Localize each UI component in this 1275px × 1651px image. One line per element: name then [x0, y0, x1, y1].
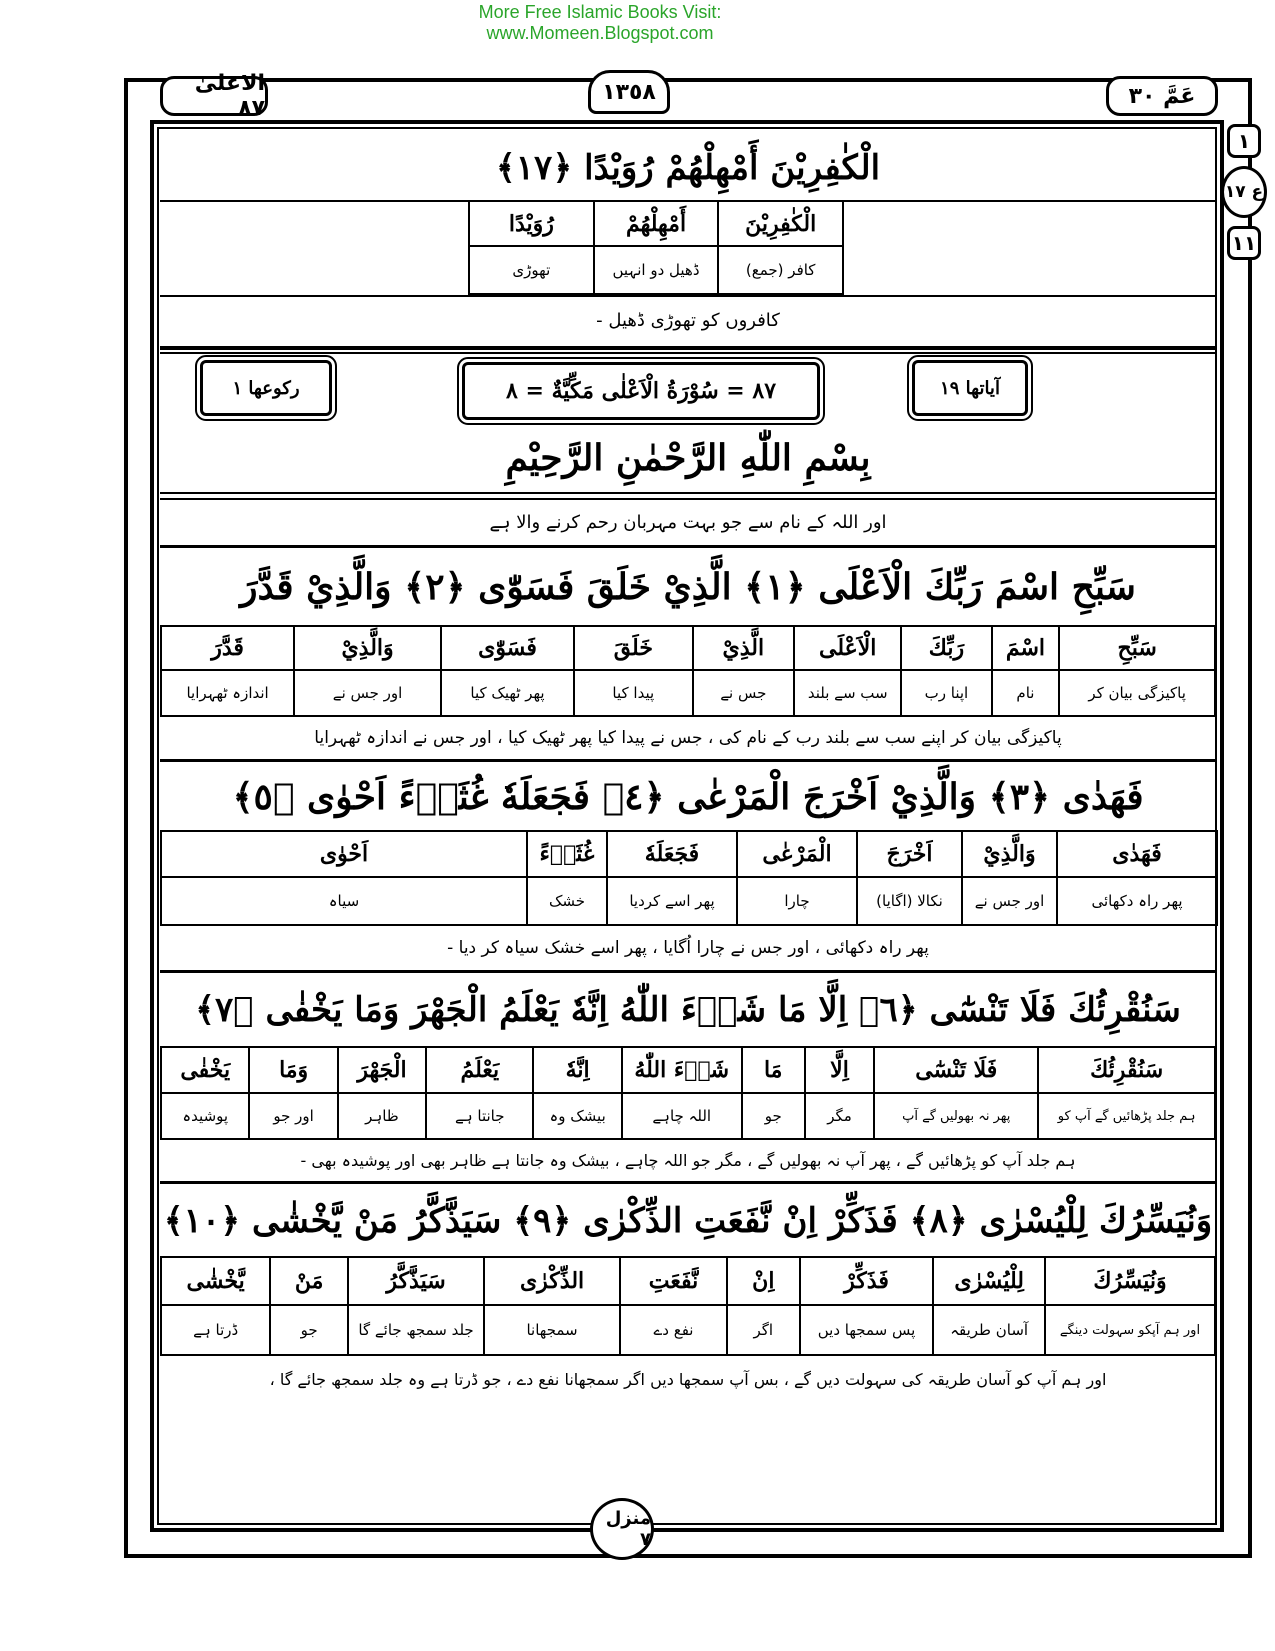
divider — [160, 545, 1216, 548]
translation-line-0: کافروں کو تھوڑی ڈھیل - — [596, 310, 780, 331]
word-cell: وَالَّذِيْ — [294, 626, 441, 670]
word-cell: الَّذِيْ — [693, 626, 795, 670]
word-table-2 — [160, 830, 1218, 926]
word-cell: فَجَعَلَهٗ — [607, 831, 737, 877]
word-cell: خَلَقَ — [574, 626, 692, 670]
word-cell: نَّفَعَتِ — [620, 1257, 727, 1305]
divider — [160, 1181, 1216, 1184]
word-cell: اِلَّا — [805, 1047, 874, 1093]
translation-line-2: پھر راہ دکھائی ، اور جس نے چارا اُگایا ، پھر اسے خشک سیاہ کر دیا - — [447, 938, 929, 958]
word-cell: الْجَهْرَ — [338, 1047, 426, 1093]
word-cell: غُثَاۗءً — [527, 831, 607, 877]
word-cell: فَسَوّٰى — [441, 626, 574, 670]
promo-banner — [0, 2, 1200, 44]
word-cell: قَدَّرَ — [161, 626, 294, 670]
word-cell: الْمَرْعٰى — [737, 831, 857, 877]
word-cell: مَنْ — [270, 1257, 348, 1305]
side-marker-bottom: ١١ — [1227, 226, 1261, 260]
bismillah-translation: اور اللہ کے نام سے جو بہت مہربان رحم کرنے والا ہے — [489, 512, 887, 533]
surah-title: ٨٧ = سُوْرَةُ الْاَعْلٰی مَكِّيَّةٌ = ٨ — [462, 362, 820, 420]
translation-line-1: پاکیزگی بیان کر اپنے سب سے بلند رب کے نام کی ، جس نے پیدا کیا پھر ٹھیک کیا ، اور جس نے اندازہ ٹھہرایا — [314, 728, 1062, 748]
word-table-4 — [160, 1256, 1216, 1356]
meaning-cell: پوشیدہ — [161, 1093, 249, 1139]
divider — [160, 498, 1216, 500]
meaning-cell: ہم جلد پڑھائیں گے آپ کو — [1038, 1093, 1215, 1139]
meaning-cell: چارا — [737, 877, 857, 925]
word-table-0 — [468, 200, 844, 295]
divider — [160, 295, 1216, 297]
ayah-line-4: وَنُيَسِّرُكَ لِلْيُسْرٰى ﴿٨﴾ فَذَكِّرْ اِنْ نَّفَعَتِ الذِّكْرٰى ﴿٩﴾ سَيَذَّكَّرُ مَنْ يَّخْشٰى ﴿١٠﴾ — [163, 1201, 1213, 1241]
word-cell: اِنْ — [727, 1257, 800, 1305]
meaning-cell: پھر ٹھیک کیا — [441, 670, 574, 716]
ruku-marker: ع ١٧ — [1221, 166, 1267, 218]
meaning-cell: اور جس نے — [962, 877, 1057, 925]
word-cell: اسْمَ — [992, 626, 1060, 670]
meaning-cell: پس سمجھا دیں — [800, 1305, 934, 1355]
meaning-cell: کافر (جمع) — [718, 246, 843, 294]
word-cell: يَّخْشٰى — [161, 1257, 270, 1305]
word-cell: رُوَيْدًا — [469, 201, 594, 246]
divider — [160, 492, 1216, 494]
word-cell: وَنُيَسِّرُكَ — [1045, 1257, 1215, 1305]
ayah-line-0: الْكٰفِرِيْنَ أَمْهِلْهُمْ رُوَيْدًا ﴿١٧﴾ — [495, 148, 881, 188]
meaning-cell: ڈرتا ہے — [161, 1305, 270, 1355]
divider — [160, 759, 1216, 762]
word-cell: سَنُقْرِئُكَ — [1038, 1047, 1215, 1093]
promo-line-1: More Free Islamic Books Visit: — [478, 2, 722, 22]
meaning-cell: نکالا (اگایا) — [857, 877, 962, 925]
ayat-count-badge: آیاتھا ١٩ — [912, 360, 1028, 416]
ruku-count-badge: رکوعھا ١ — [200, 360, 332, 416]
word-cell: الْاَعْلَى — [794, 626, 901, 670]
meaning-cell: سیاہ — [161, 877, 527, 925]
meaning-cell: سمجھانا — [484, 1305, 620, 1355]
meaning-cell: اور جو — [249, 1093, 337, 1139]
word-cell: فَهَدٰى — [1057, 831, 1217, 877]
word-cell: يَخْفٰى — [161, 1047, 249, 1093]
meaning-cell: پھر اسے کردیا — [607, 877, 737, 925]
ayah-line-3: سَنُقْرِئُكَ فَلَا تَنْسٰٓى ﴿٦﴾ اِلَّا مَا شَاۗءَ اللّٰهُ اِنَّهٗ يَعْلَمُ الْجَهْرَ وَمَا يَخْفٰى ﴿٧﴾ — [195, 990, 1181, 1030]
meaning-cell: ظاہر — [338, 1093, 426, 1139]
meaning-cell: جس نے — [693, 670, 795, 716]
meaning-cell: ڈھیل دو انہیں — [594, 246, 719, 294]
meaning-cell: جانتا ہے — [426, 1093, 533, 1139]
meaning-cell: جو — [742, 1093, 805, 1139]
meaning-cell: اپنا رب — [901, 670, 991, 716]
meaning-cell: اور ہم آپکو سہولت دینگے — [1045, 1305, 1215, 1355]
word-cell: رَبِّكَ — [901, 626, 991, 670]
word-cell: سَبِّحِ — [1059, 626, 1215, 670]
meaning-cell: نام — [992, 670, 1060, 716]
meaning-cell: اگر — [727, 1305, 800, 1355]
word-cell: الْكٰفِرِيْنَ — [718, 201, 843, 246]
bismillah: بِسْمِ اللّٰهِ الرَّحْمٰنِ الرَّحِيْمِ — [505, 437, 871, 479]
word-cell: فَذَكِّرْ — [800, 1257, 934, 1305]
meaning-cell: بیشک وہ — [533, 1093, 621, 1139]
ayah-line-2: فَهَدٰى ﴿٣﴾ وَالَّذِيْ اَخْرَجَ الْمَرْعٰى ﴿٤﴾ فَجَعَلَهٗ غُثَاۗءً اَحْوٰى ﴿٥﴾ — [232, 776, 1144, 818]
word-cell: لِلْيُسْرٰى — [933, 1257, 1045, 1305]
side-marker-top: ١ — [1227, 124, 1261, 158]
meaning-cell: آسان طریقہ — [933, 1305, 1045, 1355]
translation-line-4: اور ہم آپ کو آسان طریقہ کی سہولت دیں گے ، بس آپ سمجھا دیں اگر سمجھانا نفع دے ، جو ڈرتا ہے وہ جلد سمجھ جائے گا ، — [269, 1370, 1107, 1389]
meaning-cell: جو — [270, 1305, 348, 1355]
manzil-marker: منزل ٧ — [590, 1498, 654, 1560]
word-cell: أَمْهِلْهُمْ — [594, 201, 719, 246]
meaning-cell: پھر راہ دکھائی — [1057, 877, 1217, 925]
meaning-cell: جلد سمجھ جائے گا — [348, 1305, 484, 1355]
meaning-cell: خشک — [527, 877, 607, 925]
word-cell: وَالَّذِيْ — [962, 831, 1057, 877]
translation-line-3: ہم جلد آپ کو پڑھائیں گے ، پھر آپ نہ بھولیں گے ، مگر جو اللہ چاہے ، بیشک وہ جانتا ہے ظاہر بھی اور پوشیدہ بھی - — [300, 1151, 1076, 1170]
word-table-1 — [160, 625, 1216, 717]
word-cell: سَيَذَّكَّرُ — [348, 1257, 484, 1305]
word-cell: اِنَّهٗ — [533, 1047, 621, 1093]
meaning-cell: پاکیزگی بیان کر — [1059, 670, 1215, 716]
meaning-cell: مگر — [805, 1093, 874, 1139]
promo-link[interactable]: www.Momeen.Blogspot.com — [486, 23, 714, 43]
divider — [160, 352, 1216, 354]
word-cell: وَمَا — [249, 1047, 337, 1093]
meaning-cell: نفع دے — [620, 1305, 727, 1355]
meaning-cell: پھر نہ بھولیں گے آپ — [874, 1093, 1038, 1139]
word-cell: الذِّكْرٰى — [484, 1257, 620, 1305]
divider — [160, 346, 1216, 350]
meaning-cell: سب سے بلند — [794, 670, 901, 716]
juz-label: عَمَّ ٣٠ — [1106, 76, 1218, 116]
word-cell: اَخْرَجَ — [857, 831, 962, 877]
word-cell: مَا — [742, 1047, 805, 1093]
meaning-cell: اللہ چاہے — [622, 1093, 742, 1139]
surah-reference: الاعلیٰ ٨٧ — [160, 76, 268, 116]
word-table-3 — [160, 1046, 1216, 1140]
word-cell: يَعْلَمُ — [426, 1047, 533, 1093]
word-cell: اَحْوٰى — [161, 831, 527, 877]
page-number: ١٣٥٨ — [588, 70, 670, 114]
word-cell: فَلَا تَنْسٰٓى — [874, 1047, 1038, 1093]
meaning-cell: اندازہ ٹھہرایا — [161, 670, 294, 716]
ayah-line-1: سَبِّحِ اسْمَ رَبِّكَ الْاَعْلَى ﴿١﴾ الَّذِيْ خَلَقَ فَسَوّٰى ﴿٢﴾ وَالَّذِيْ قَدَّرَ — [240, 566, 1136, 608]
meaning-cell: تھوڑی — [469, 246, 594, 294]
meaning-cell: اور جس نے — [294, 670, 441, 716]
divider — [160, 970, 1216, 973]
word-cell: شَاۗءَ اللّٰهُ — [622, 1047, 742, 1093]
meaning-cell: پیدا کیا — [574, 670, 692, 716]
